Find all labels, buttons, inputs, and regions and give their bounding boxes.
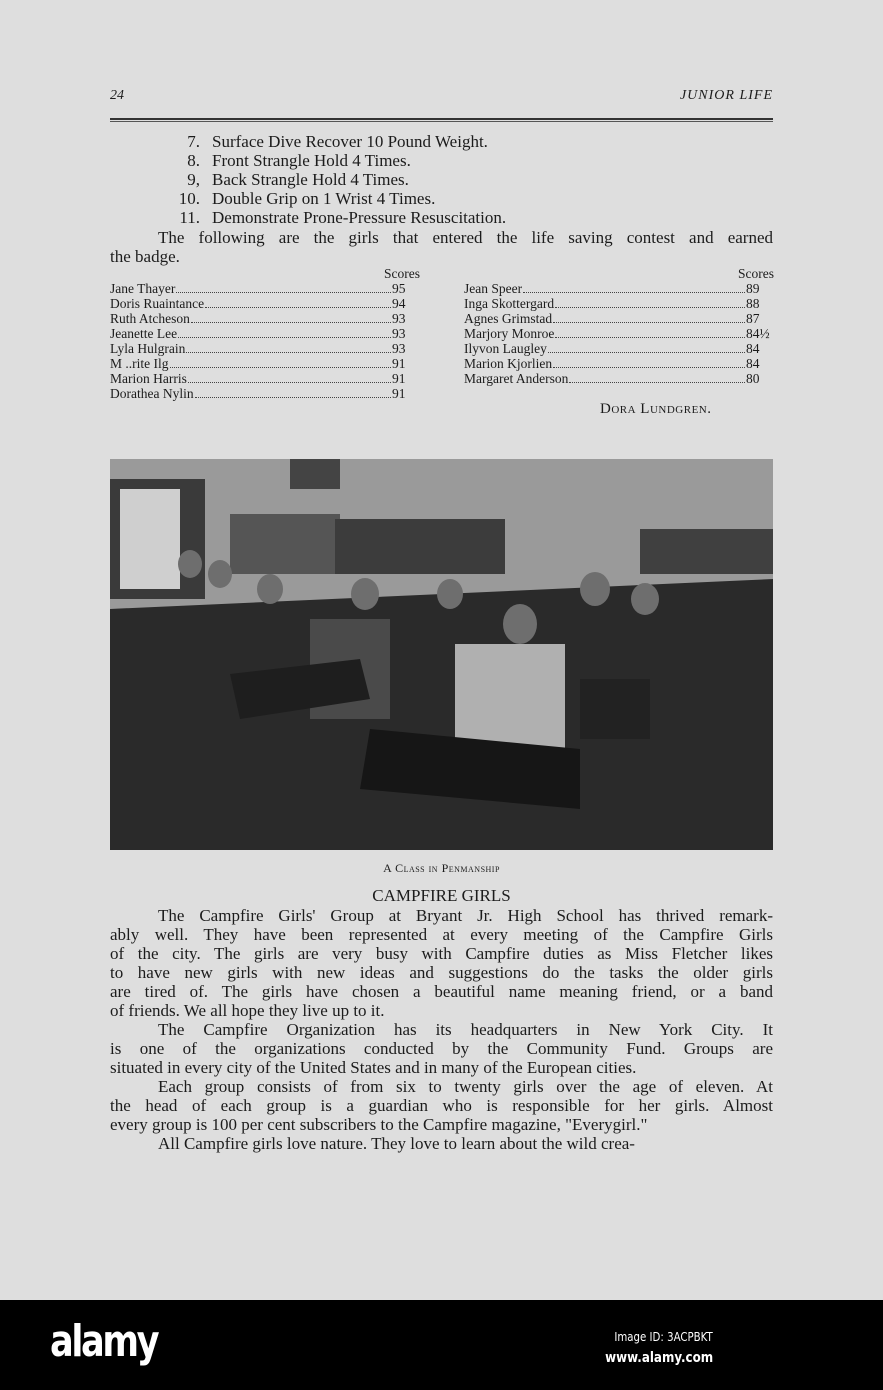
student-score: 84½ xyxy=(746,326,770,341)
body-line: are tired of. The girls have chosen a beautiful name meaning friend, or a band xyxy=(110,982,773,1001)
running-header: JUNIOR LIFE xyxy=(679,88,773,103)
student-name: Agnes Grimstad xyxy=(464,311,553,326)
list-item xyxy=(160,170,506,189)
dot-leader xyxy=(548,352,745,353)
list-number: 7. xyxy=(187,132,200,151)
photo-caption: A Class in Penmanship xyxy=(383,861,500,875)
body-line: to have new girls with new ideas and suggestions do the tasks the older girls xyxy=(110,963,773,982)
list-text: Double Grip on 1 Wrist 4 Times. xyxy=(212,189,436,208)
score-row xyxy=(464,341,774,356)
list-number: 8. xyxy=(187,151,200,170)
student-score: 84 xyxy=(746,356,760,371)
list-text: Demonstrate Prone-Pressure Resuscitation. xyxy=(212,208,507,227)
score-row xyxy=(464,296,774,311)
dot-leader xyxy=(176,292,391,293)
student-name: Ilyvon Laugley xyxy=(464,341,547,356)
article-body xyxy=(110,906,773,1153)
author-signature: Dora Lundgren. xyxy=(600,401,712,417)
score-row xyxy=(110,341,420,356)
body-line: of friends. We all hope they live up to it. xyxy=(110,1001,385,1020)
student-name: Jeanette Lee xyxy=(110,326,178,341)
dot-leader xyxy=(191,322,391,323)
requirements-list xyxy=(160,132,506,227)
body-paragraph xyxy=(110,906,773,1020)
body-paragraph xyxy=(110,1077,773,1134)
score-row xyxy=(110,371,420,386)
score-row xyxy=(464,311,774,326)
score-row xyxy=(110,296,420,311)
dot-leader xyxy=(555,307,745,308)
list-text: Back Strangle Hold 4 Times. xyxy=(212,170,409,189)
list-item xyxy=(160,189,506,208)
dot-leader xyxy=(523,292,745,293)
watermark-footer xyxy=(0,1300,883,1390)
body-line: The Campfire Organization has its headquarters in New York City. It xyxy=(158,1020,773,1039)
body-line: All Campfire girls love nature. They love to learn about the wild crea- xyxy=(158,1134,635,1153)
alamy-logo: alamy xyxy=(50,1316,158,1367)
body-line: The Campfire Girls' Group at Bryant Jr. High School has thrived remark- xyxy=(158,906,773,925)
body-line: ably well. They have been represented at every meeting of the Campfire Girls xyxy=(110,925,773,944)
body-line: situated in every city of the United States and in many of the European cities. xyxy=(110,1058,637,1077)
body-line: is one of the organizations conducted by the Community Fund. Groups are xyxy=(110,1039,773,1058)
score-row xyxy=(110,326,420,341)
dot-leader xyxy=(553,322,745,323)
student-score: 93 xyxy=(392,311,406,326)
student-name: Inga Skottergard xyxy=(464,296,555,311)
intro-paragraph xyxy=(110,228,773,266)
body-line: of the city. The girls are very busy with Campfire duties as Miss Fletcher likes xyxy=(110,944,773,963)
score-row xyxy=(110,386,420,401)
score-row xyxy=(110,311,420,326)
student-score: 84 xyxy=(746,341,760,356)
dot-leader xyxy=(555,337,745,338)
scores-header: Scores xyxy=(738,266,774,281)
student-score: 80 xyxy=(746,371,760,386)
dot-leader xyxy=(553,367,745,368)
dot-leader xyxy=(178,337,391,338)
student-score: 87 xyxy=(746,311,760,326)
dot-leader xyxy=(188,382,391,383)
student-name: Ruth Atcheson xyxy=(110,311,190,326)
dot-leader xyxy=(205,307,391,308)
score-row xyxy=(464,281,774,296)
list-item xyxy=(160,151,506,170)
list-item xyxy=(160,208,506,227)
student-score: 93 xyxy=(392,341,406,356)
body-paragraph xyxy=(110,1020,773,1077)
header-rule xyxy=(110,118,773,122)
list-item xyxy=(160,132,506,151)
student-name: Marion Harris xyxy=(110,371,187,386)
classroom-photo xyxy=(110,459,773,850)
student-score: 94 xyxy=(392,296,406,311)
image-id: Image ID: 3ACPBKT xyxy=(614,1330,713,1344)
scores-table-right xyxy=(464,266,774,386)
score-row xyxy=(464,356,774,371)
student-name: Jean Speer xyxy=(464,281,523,296)
student-name: Marjory Monroe xyxy=(464,326,555,341)
student-name: Marion Kjorlien xyxy=(464,356,553,371)
dot-leader xyxy=(195,397,391,398)
site-url: www.alamy.com xyxy=(604,1350,713,1366)
student-score: 91 xyxy=(392,371,406,386)
body-line: Each group consists of from six to twenty girls over the age of eleven. At xyxy=(158,1077,773,1096)
dot-leader xyxy=(186,352,391,353)
student-name: Dorathea Nylin xyxy=(110,386,194,401)
body-line: the head of each group is a guardian who is responsible for her girls. Almost xyxy=(110,1096,773,1115)
list-number: 10. xyxy=(178,189,200,208)
student-name: Doris Ruaintance xyxy=(110,296,205,311)
intro-line: the badge. xyxy=(110,247,180,266)
student-name: Margaret Anderson xyxy=(464,371,569,386)
intro-line: The following are the girls that entered the life saving contest and earned xyxy=(158,228,773,247)
scores-table-left xyxy=(110,266,420,401)
dot-leader xyxy=(170,367,392,368)
list-number: 11. xyxy=(179,208,200,227)
student-name: Jane Thayer xyxy=(110,281,176,296)
score-row xyxy=(110,281,420,296)
article-title: CAMPFIRE GIRLS xyxy=(372,886,511,905)
student-name: M ..rite Ilg xyxy=(110,356,169,371)
page-number: 24 xyxy=(110,88,124,103)
dot-leader xyxy=(569,382,745,383)
student-score: 95 xyxy=(392,281,406,296)
student-score: 88 xyxy=(746,296,760,311)
student-score: 91 xyxy=(392,386,406,401)
student-name: Lyla Hulgrain xyxy=(110,341,186,356)
student-score: 89 xyxy=(746,281,760,296)
student-score: 91 xyxy=(392,356,406,371)
score-row xyxy=(464,371,774,386)
score-row xyxy=(110,356,420,371)
list-text: Surface Dive Recover 10 Pound Weight. xyxy=(212,132,488,151)
list-number: 9, xyxy=(187,170,200,189)
body-line: every group is 100 per cent subscribers to the Campfire magazine, "Everygirl." xyxy=(110,1115,648,1134)
body-paragraph xyxy=(110,1134,773,1153)
score-row xyxy=(464,326,774,341)
list-text: Front Strangle Hold 4 Times. xyxy=(212,151,411,170)
scores-header: Scores xyxy=(384,266,420,281)
student-score: 93 xyxy=(392,326,406,341)
